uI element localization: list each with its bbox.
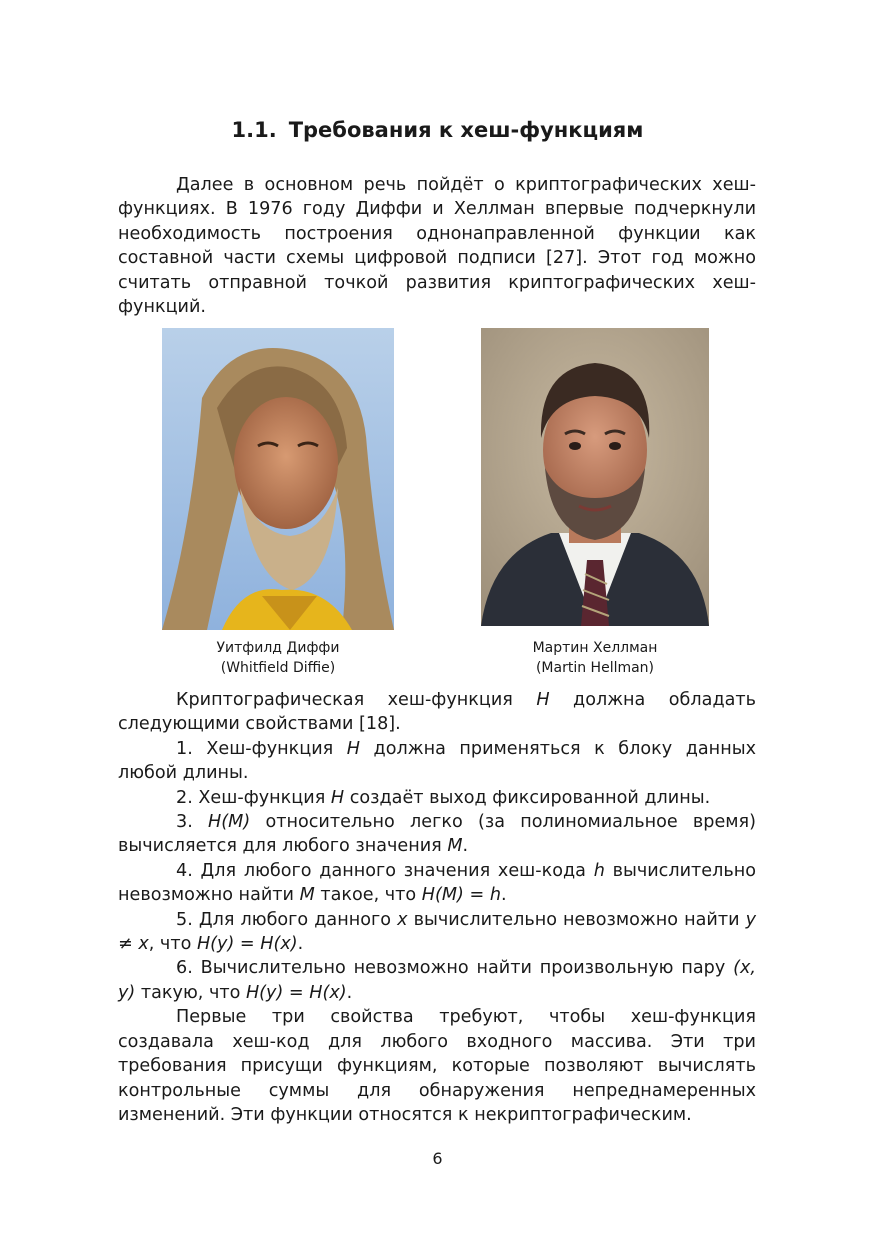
- properties-block: [118, 688, 756, 1127]
- caption-diffie-name-ru: Уитфилд Диффи: [216, 640, 340, 656]
- portrait-photo-hellman: [481, 328, 709, 626]
- section-title: Требования к хеш-функциям: [288, 118, 644, 142]
- property-item: 1. Хеш-функция H должна применяться к блоку данных любой длины.: [118, 738, 756, 784]
- property-item: 3. H(M) относительно легко (за полиномиальное время) вычисляется для любого значения M.: [118, 812, 756, 857]
- caption-hellman-name-en: (Martin Hellman): [535, 660, 655, 676]
- portrait-photo-hellman-image: [481, 328, 709, 626]
- property-item: 2. Хеш-функция H создаёт выход фиксированной длины.: [176, 787, 711, 808]
- caption-hellman: [481, 638, 709, 678]
- portrait-photo-diffie-image: [162, 328, 394, 630]
- properties-lead: Криптографическая хеш-функция H должна обладать следующими свойствами [18].: [118, 690, 757, 735]
- section-heading: [0, 118, 875, 142]
- property-item: 6. Вычислительно невозможно найти произвольную пару (x, y) такую, что H(y) = H(x).: [118, 958, 756, 1003]
- intro-paragraph: Далее в основном речь пойдёт о криптографических хеш-функциях. В 1976 году Диффи и Хеллман впервые подчеркнули необходимость построения однонаправленной функции как составной части схемы цифровой подписи [27]. Этот год можно считать отправной точкой развития криптографических хеш-функций.: [118, 175, 756, 318]
- section-number: 1.1.: [231, 118, 277, 142]
- intro-paragraph-block: [118, 173, 756, 319]
- page-number: 6: [432, 1149, 443, 1168]
- caption-diffie-name-en: (Whitfield Diffie): [220, 660, 336, 676]
- property-item: 4. Для любого данного значения хеш-кода h вычислительно невозможно найти M такое, что H(M) = h.: [118, 860, 756, 906]
- portrait-photo-diffie: [162, 328, 394, 630]
- property-item: 5. Для любого данного x вычислительно невозможно найти y ≠ x, что H(y) = H(x).: [118, 909, 756, 955]
- caption-hellman-name-ru: Мартин Хеллман: [532, 640, 658, 656]
- properties-closing: Первые три свойства требуют, чтобы хеш-функция создавала хеш-код для любого входного массива. Эти три требования присущи функциям, которые позволяют вычислять контрольные суммы для обнаружения непреднамеренных изменений. Эти функции относятся к некриптографическим.: [118, 1007, 756, 1125]
- caption-diffie: [162, 638, 394, 678]
